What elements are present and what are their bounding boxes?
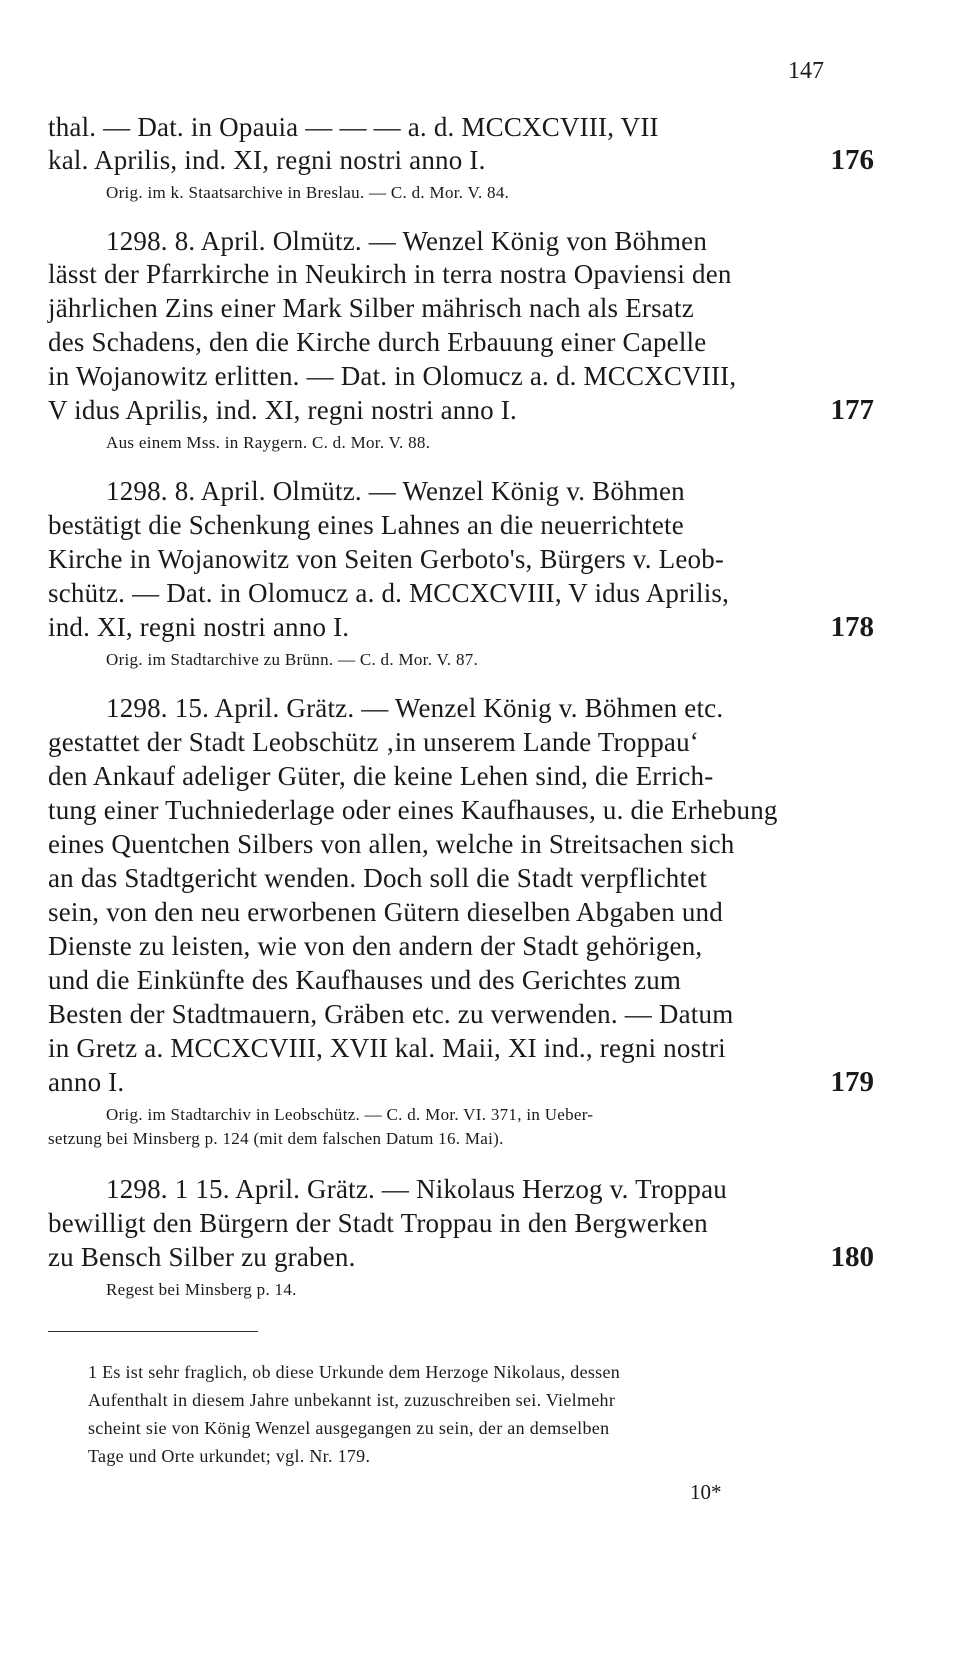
entry-179-line-1: 1298. 15. April. Grätz. — Wenzel König v. Böhmen etc. — [106, 693, 724, 723]
entry-177-line-1: 1298. 8. April. Olmütz. — Wenzel König von Böhmen — [106, 226, 708, 256]
entry-180-line-2: bewilligt den Bürgern der Stadt Troppau in den Bergwerken — [48, 1208, 708, 1238]
entry-176-number: 176 — [830, 144, 874, 176]
footnote-line-2: Aufenthalt in diesem Jahre unbekannt ist, zuzuschreiben sei. Vielmehr — [88, 1390, 616, 1410]
entry-180-number: 180 — [830, 1241, 874, 1273]
entry-179-source-line-1: Orig. im Stadtarchiv in Leobschütz. — C. d. Mor. VI. 371, in Ueber- — [106, 1105, 594, 1124]
entry-176-source: Orig. im k. Staatsarchive in Breslau. — C. d. Mor. V. 84. — [106, 183, 510, 202]
footnote-line-4: Tage und Orte urkundet; vgl. Nr. 179. — [88, 1446, 371, 1466]
entry-179-line-6: an das Stadtgericht wenden. Doch soll die Stadt verpflichtet — [48, 863, 708, 893]
entry-180-source: Regest bei Minsberg p. 14. — [106, 1280, 297, 1299]
entry-176-line-1: thal. — Dat. in Opauia — — — a. d. MCCXCVIII, VII — [48, 112, 659, 142]
entry-180-line-3: zu Bensch Silber zu graben. — [48, 1242, 356, 1272]
entry-179-line-12: anno I. — [48, 1067, 125, 1097]
entry-177-line-4: des Schadens, den die Kirche durch Erbauung einer Capelle — [48, 327, 707, 357]
entry-177-line-6: V idus Aprilis, ind. XI, regni nostri anno I. — [48, 395, 517, 425]
entry-178-line-3: Kirche in Wojanowitz von Seiten Gerboto's, Bürgers v. Leob- — [48, 544, 725, 574]
entry-179-line-7: sein, von den neu erworbenen Gütern dieselben Abgaben und — [48, 897, 723, 927]
entry-178-number: 178 — [830, 611, 874, 643]
footnote-line-3: scheint sie von König Wenzel ausgegangen zu sein, der an demselben — [88, 1418, 610, 1438]
entry-177-source: Aus einem Mss. in Raygern. C. d. Mor. V. 88. — [106, 433, 431, 452]
signature-mark: 10* — [690, 1480, 722, 1504]
entry-179-source-line-2: setzung bei Minsberg p. 124 (mit dem falschen Datum 16. Mai). — [48, 1129, 504, 1148]
entry-178-source: Orig. im Stadtarchive zu Brünn. — C. d. Mor. V. 87. — [106, 650, 479, 669]
entry-180-line-1: 1298. 1 15. April. Grätz. — Nikolaus Herzog v. Troppau — [106, 1174, 727, 1204]
footnote-line-1: 1 Es ist sehr fraglich, ob diese Urkunde dem Herzoge Nikolaus, dessen — [88, 1362, 621, 1382]
entry-177-line-3: jährlichen Zins einer Mark Silber mährisch nach als Ersatz — [48, 293, 694, 323]
entry-179-number: 179 — [830, 1066, 874, 1098]
entry-179-line-9: und die Einkünfte des Kaufhauses und des Gerichtes zum — [48, 965, 682, 995]
entry-177-number: 177 — [830, 394, 874, 426]
entry-179-line-4: tung einer Tuchniederlage oder eines Kaufhauses, u. die Erhebung — [48, 795, 778, 825]
entry-179-line-10: Besten der Stadtmauern, Gräben etc. zu verwenden. — Datum — [48, 999, 734, 1029]
entry-179-line-3: den Ankauf adeliger Güter, die keine Lehen sind, die Errich- — [48, 761, 714, 791]
entry-178-line-4: schütz. — Dat. in Olomucz a. d. MCCXCVIII, V idus Aprilis, — [48, 578, 730, 608]
entry-177-line-5: in Wojanowitz erlitten. — Dat. in Olomucz a. d. MCCXCVIII, — [48, 361, 737, 391]
entry-178-line-2: bestätigt die Schenkung eines Lahnes an die neuerrichtete — [48, 510, 684, 540]
entry-179-line-5: eines Quentchen Silbers von allen, welche in Streitsachen sich — [48, 829, 735, 859]
entry-179-line-2: gestattet der Stadt Leobschütz ‚in unserem Lande Troppau‘ — [48, 727, 699, 757]
page-number: 147 — [788, 58, 824, 84]
entry-178-line-5: ind. XI, regni nostri anno I. — [48, 612, 350, 642]
footnote-rule — [48, 1331, 258, 1332]
entry-179-line-11: in Gretz a. MCCXCVIII, XVII kal. Maii, XI ind., regni nostri — [48, 1033, 726, 1063]
entry-178-line-1: 1298. 8. April. Olmütz. — Wenzel König v. Böhmen — [106, 476, 685, 506]
entry-176-line-2: kal. Aprilis, ind. XI, regni nostri anno I. — [48, 145, 486, 175]
entry-177-line-2: lässt der Pfarrkirche in Neukirch in terra nostra Opaviensi den — [48, 259, 732, 289]
entry-179-line-8: Dienste zu leisten, wie von den andern der Stadt gehörigen, — [48, 931, 703, 961]
